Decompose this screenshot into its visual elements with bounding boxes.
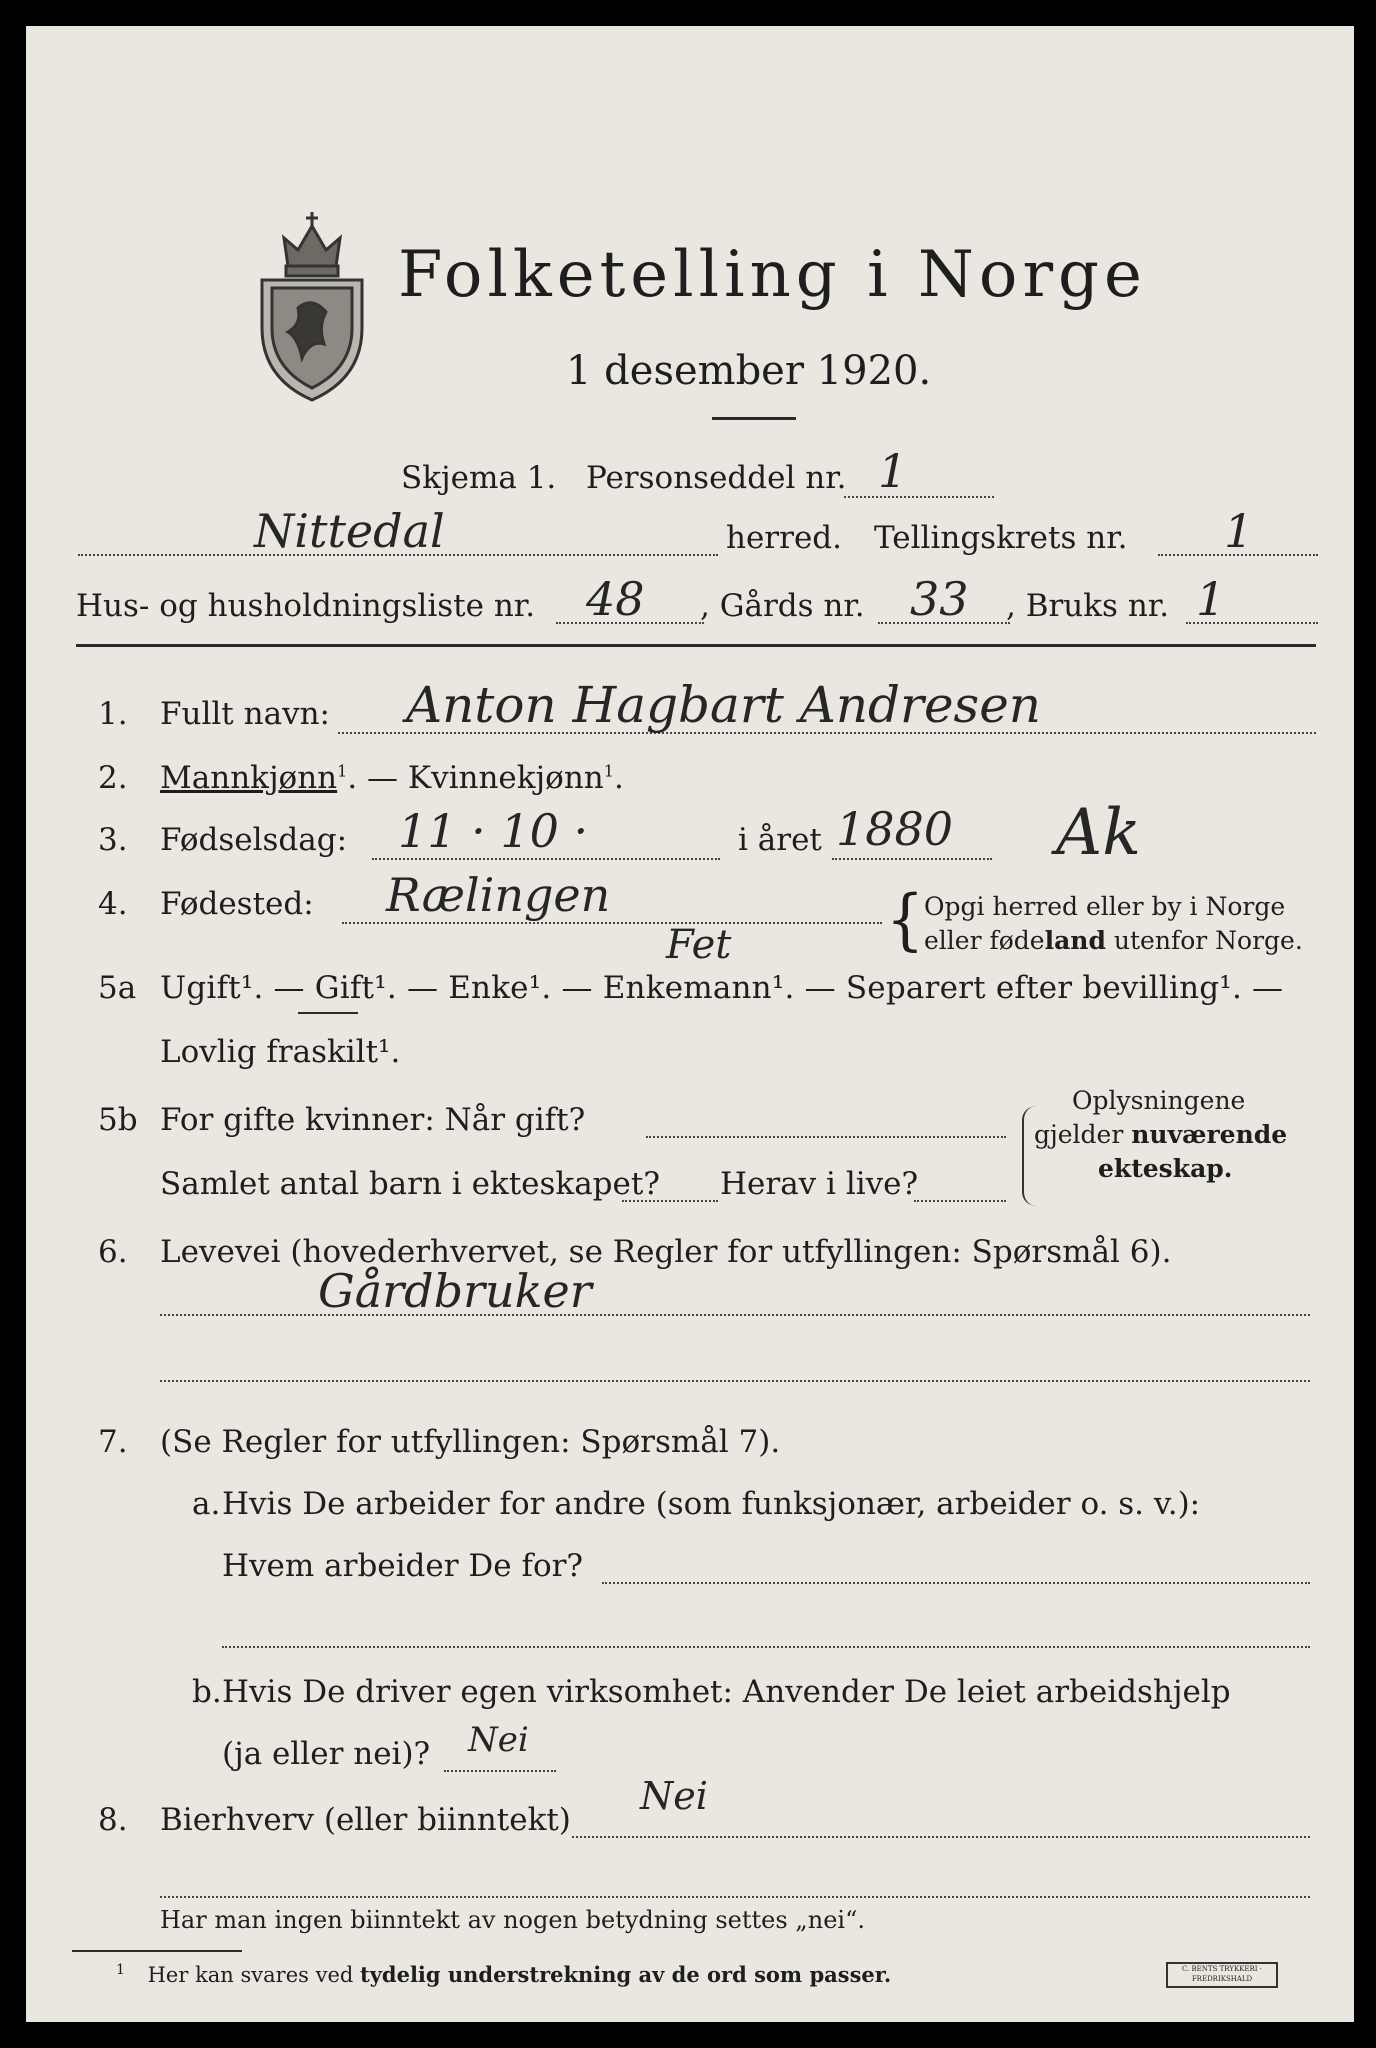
q6-number: 6.: [98, 1234, 128, 1270]
q6-label: Levevei (hovederhvervet, se Regler for utfyllingen: Spørsmål 6).: [160, 1234, 1172, 1270]
hus-value: 48: [586, 572, 645, 626]
q5b-label-3: Herav i live?: [720, 1166, 919, 1202]
q1-label: Fullt navn:: [160, 696, 330, 732]
q5a-number: 5a: [98, 970, 137, 1006]
q7b-label: Hvis De driver egen virksomhet: Anvender De leiet arbeidshjelp: [222, 1674, 1231, 1710]
q5b-number: 5b: [98, 1102, 138, 1138]
q5b-label-1: For gifte kvinner: Når gift?: [160, 1102, 586, 1138]
q2-separator: . —: [347, 760, 408, 796]
footnote-text-b: tydelig understrekning av de ord som passer.: [360, 1962, 892, 1987]
q1-number: 1.: [98, 696, 128, 732]
q4-note-2: [924, 926, 1303, 955]
q5b-note-2b: nuværende: [1131, 1120, 1288, 1149]
herred-value: Nittedal: [254, 504, 445, 558]
footnote: [116, 1962, 891, 1987]
q4-note-2b: land: [1044, 926, 1106, 955]
q7a-line: [602, 1582, 1310, 1584]
year-label: i året: [738, 822, 822, 858]
tellingskrets-label: Tellingskrets nr.: [874, 520, 1128, 556]
q5b-note-3: ekteskap.: [1098, 1154, 1233, 1183]
footnote-rule: [72, 1950, 242, 1952]
bruks-label: , Bruks nr.: [1006, 588, 1170, 624]
header-rule: [76, 644, 1316, 647]
q4-note-2a: eller føde: [924, 926, 1045, 955]
full-name-value: Anton Hagbart Andresen: [406, 676, 1041, 734]
birthday-value: 11 · 10 ·: [398, 804, 589, 858]
ak-mark: Ak: [1056, 796, 1141, 870]
q7-label: (Se Regler for utfyllingen: Spørsmål 7).: [160, 1424, 781, 1460]
year-line: [832, 858, 992, 860]
q4-note-1: Opgi herred eller by i Norge: [924, 892, 1286, 921]
q8-line: [572, 1836, 1310, 1838]
hus-label: Hus- og husholdningsliste nr.: [76, 588, 536, 624]
printer-stamp: [1166, 1962, 1278, 1988]
gards-value: 33: [910, 572, 969, 626]
q7-number: 7.: [98, 1424, 128, 1460]
q7a-label-2: Hvem arbeider De for?: [222, 1548, 584, 1584]
q5b-line-1: [646, 1136, 1006, 1138]
q7b-line: [444, 1770, 556, 1772]
occupation-value: Gårdbruker: [318, 1264, 592, 1318]
nei-note: Har man ingen biinntekt av nogen betydning settes „nei“.: [160, 1906, 865, 1934]
q3-number: 3.: [98, 822, 128, 858]
skjema-label: Skjema 1.: [401, 460, 557, 496]
q2-sex-options: [160, 760, 624, 796]
birthplace-value-2: Fet: [666, 922, 732, 968]
personseddel-value: 1: [878, 444, 908, 498]
q7b-value: Nei: [468, 1720, 529, 1760]
q4-number: 4.: [98, 886, 128, 922]
q4-label: Fødested:: [160, 886, 314, 922]
coat-of-arms-icon: [258, 208, 366, 404]
printer-stamp-text: C. BENTS TRYKKERI · FREDRIKSHALD: [1181, 1965, 1263, 1983]
year-value: 1880: [836, 802, 954, 856]
q5b-line-2: [622, 1200, 718, 1202]
birthplace-line: [342, 922, 882, 924]
female-option: Kvinnekjønn: [407, 760, 604, 796]
footnote-number: 1: [116, 1962, 125, 1978]
form-title: Folketelling i Norge: [398, 238, 1147, 312]
q3-label: Fødselsdag:: [160, 822, 348, 858]
q2-sup-2: 1: [603, 761, 614, 781]
q5b-note-2: [1034, 1120, 1287, 1149]
gift-underline: [298, 1012, 358, 1014]
q5b-line-3: [914, 1200, 1006, 1202]
herred-label: herred.: [726, 520, 842, 556]
footnote-text-a: Her kan svares ved: [147, 1963, 360, 1987]
q5b-note-1: Oplysningene: [1072, 1086, 1246, 1115]
q2-number: 2.: [98, 760, 128, 796]
title-divider: [712, 417, 796, 420]
q7a-label: Hvis De arbeider for andre (som funksjonær, arbeider o. s. v.):: [222, 1486, 1201, 1522]
census-date: 1 desember 1920.: [566, 348, 932, 394]
q8-value: Nei: [640, 1774, 708, 1818]
male-option: Mannkjønn: [160, 760, 338, 796]
personseddel-line: [844, 496, 994, 498]
marital-options-2: Lovlig fraskilt¹.: [160, 1034, 401, 1070]
marital-options: Ugift¹. — Gift¹. — Enke¹. — Enkemann¹. — Separert efter bevilling¹. —: [160, 970, 1284, 1006]
q8-number: 8.: [98, 1802, 128, 1838]
birthplace-value: Rælingen: [386, 868, 611, 922]
q5b-note-2a: gjelder: [1034, 1120, 1132, 1149]
q2-sup-1: 1: [337, 761, 348, 781]
q7b-number: b.: [192, 1674, 222, 1710]
q2-end: .: [613, 760, 624, 796]
q5b-label-2: Samlet antal barn i ekteskapet?: [160, 1166, 660, 1202]
gards-label: , Gårds nr.: [700, 588, 865, 624]
q4-brace: {: [886, 881, 925, 959]
bruks-value: 1: [1196, 572, 1226, 626]
census-form: [26, 26, 1354, 2022]
q8-line-2: [160, 1896, 1310, 1898]
tellingskrets-value: 1: [1224, 504, 1254, 558]
occupation-line-2: [160, 1380, 1310, 1382]
q4-note-2c: utenfor Norge.: [1105, 926, 1303, 955]
q7a-number: a.: [192, 1486, 221, 1522]
q8-label: Bierhverv (eller biinntekt): [160, 1802, 571, 1838]
personseddel-label: Personseddel nr.: [586, 460, 847, 496]
q7a-line-2: [222, 1646, 1310, 1648]
birthday-line: [372, 858, 720, 860]
q7b-label-2: (ja eller nei)?: [222, 1736, 431, 1772]
